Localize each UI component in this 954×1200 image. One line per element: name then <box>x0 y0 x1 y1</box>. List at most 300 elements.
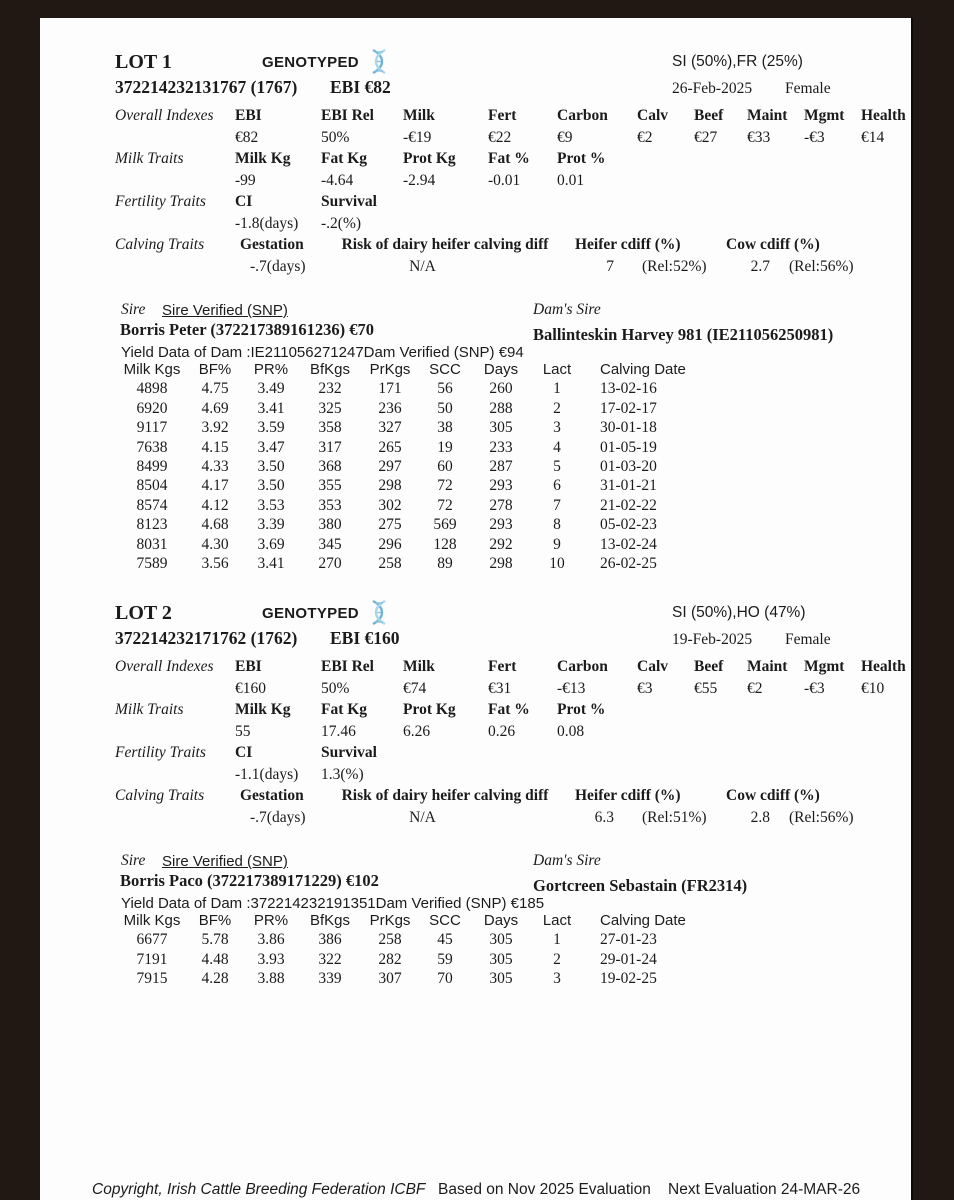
sex-label: Female <box>785 631 831 648</box>
yield-cell: 8123 <box>136 516 168 534</box>
yield-cell: 3 <box>553 970 561 988</box>
milk-header: Fat Kg <box>321 701 368 718</box>
calving-traits-label: Calving Traits <box>115 236 205 253</box>
index-header: Beef <box>694 107 724 124</box>
index-value-row <box>115 678 907 700</box>
yield-cell: 3.41 <box>257 555 285 573</box>
milk-traits-label: Milk Traits <box>115 701 184 718</box>
yield-cell: 30-01-18 <box>600 419 657 437</box>
yield-cell: 293 <box>489 477 513 495</box>
fertility-header: CI <box>235 193 253 210</box>
sire-verified-link: Sire Verified (SNP) <box>162 853 288 870</box>
milk-value: 0.08 <box>557 722 585 740</box>
index-header-row <box>115 656 907 678</box>
index-header: Health <box>861 107 906 124</box>
yield-cell: 05-02-23 <box>600 516 657 534</box>
yield-table <box>116 360 700 573</box>
yield-column-header: SCC <box>429 912 461 929</box>
sex-label: Female <box>785 80 831 97</box>
yield-row <box>116 399 700 418</box>
yield-cell: 45 <box>437 931 453 949</box>
yield-cell: 298 <box>378 477 402 495</box>
fertility-value-row <box>115 764 907 786</box>
yield-cell: 287 <box>489 458 513 476</box>
yield-cell: 6677 <box>136 931 168 949</box>
pedigree-block <box>115 852 911 1182</box>
yield-cell: 3.92 <box>201 419 229 437</box>
index-value: €31 <box>488 679 512 697</box>
yield-cell: 278 <box>489 496 513 514</box>
yield-column-header: Days <box>483 361 519 378</box>
yield-cell: 3.49 <box>257 380 285 398</box>
cow-cdiff-rel: (Rel:56%) <box>789 257 854 275</box>
milk-header: Fat Kg <box>321 150 368 167</box>
index-value-row <box>115 127 907 149</box>
dna-helix-icon <box>369 48 389 75</box>
index-value: 50% <box>321 679 350 697</box>
yield-cell: 7915 <box>136 970 168 988</box>
fertility-value: -.2(%) <box>321 214 362 232</box>
yield-column-header: Lact <box>542 361 572 378</box>
yield-row <box>116 535 700 554</box>
yield-cell: 7589 <box>136 555 168 573</box>
yield-row <box>116 969 700 988</box>
yield-cell: 7191 <box>136 950 168 968</box>
yield-cell: 1 <box>553 380 561 398</box>
yield-cell: 345 <box>318 535 342 553</box>
yield-row <box>116 930 700 949</box>
overall-indexes-label: Overall Indexes <box>115 107 214 124</box>
yield-cell: 4.28 <box>201 970 229 988</box>
yield-cell: 353 <box>318 496 342 514</box>
yield-cell: 288 <box>489 399 513 417</box>
yield-cell: 7638 <box>136 438 168 456</box>
dams-sire-name: Ballinteskin Harvey 981 (IE211056250981) <box>533 325 834 344</box>
yield-cell: 232 <box>318 380 342 398</box>
fertility-header-row <box>115 191 907 213</box>
index-value: -€13 <box>557 679 586 697</box>
index-value: 50% <box>321 128 350 146</box>
milk-value: -4.64 <box>321 171 354 189</box>
cow-cdiff-value: 2.8 <box>750 808 770 826</box>
index-value: €2 <box>747 679 763 697</box>
yield-cell: 171 <box>378 380 402 398</box>
yield-cell: 270 <box>318 555 342 573</box>
yield-row <box>116 379 700 398</box>
yield-row <box>116 950 700 969</box>
milk-value-row <box>115 170 907 192</box>
yield-cell: 4898 <box>136 380 168 398</box>
yield-cell: 3 <box>553 419 561 437</box>
yield-cell: 29-01-24 <box>600 950 657 968</box>
yield-cell: 3.59 <box>257 419 285 437</box>
heifer-cdiff-rel: (Rel:52%) <box>642 257 707 275</box>
yield-cell: 128 <box>433 535 457 553</box>
yield-cell: 4.69 <box>201 399 229 417</box>
calving-value-row <box>115 807 907 829</box>
dams-sire-label: Dam's Sire <box>533 301 601 318</box>
yield-cell: 60 <box>437 458 453 476</box>
index-value: €55 <box>694 679 718 697</box>
breed-percentages: SI (50%),FR (25%) <box>672 53 803 70</box>
yield-row <box>116 496 700 515</box>
index-value: €74 <box>403 679 427 697</box>
yield-cell: 4.17 <box>201 477 229 495</box>
yield-column-header: BfKgs <box>309 361 351 378</box>
heifer-cdiff-value: 6.3 <box>594 808 614 826</box>
yield-cell: 305 <box>489 950 513 968</box>
calving-value-row <box>115 256 907 278</box>
yield-cell: 6 <box>553 477 561 495</box>
calving-traits-label: Calving Traits <box>115 787 205 804</box>
yield-cell: 292 <box>489 535 513 553</box>
yield-cell: 3.39 <box>257 516 285 534</box>
index-header: Fert <box>488 658 517 675</box>
yield-cell: 236 <box>378 399 402 417</box>
yield-cell: 368 <box>318 458 342 476</box>
risk-header: Risk of dairy heifer calving diff <box>341 787 549 804</box>
yield-cell: 59 <box>437 950 453 968</box>
lot-number: LOT 1 <box>115 51 172 73</box>
yield-cell: 4 <box>553 438 561 456</box>
yield-cell: 3.53 <box>257 496 285 514</box>
index-header: Carbon <box>557 107 608 124</box>
yield-cell: 26-02-25 <box>600 555 657 573</box>
date-of-birth: 19-Feb-2025 <box>672 631 753 648</box>
yield-cell: 327 <box>378 419 402 437</box>
sire-verified-link: Sire Verified (SNP) <box>162 302 288 319</box>
yield-cell: 3.69 <box>257 535 285 553</box>
heifer-cdiff-value: 7 <box>606 257 614 275</box>
lot-number: LOT 2 <box>115 602 172 624</box>
calving-header-row <box>115 785 907 807</box>
yield-column-header: PrKgs <box>369 361 411 378</box>
yield-cell: 305 <box>489 419 513 437</box>
yield-cell: 3.50 <box>257 458 285 476</box>
index-header: EBI <box>235 107 262 124</box>
calving-table <box>115 785 907 828</box>
index-header: Calv <box>637 107 668 124</box>
fertility-value-row <box>115 213 907 235</box>
milk-header: Prot % <box>557 150 606 167</box>
gestation-header: Gestation <box>240 787 304 804</box>
yield-cell: 9117 <box>136 419 168 437</box>
yield-cell: 3.41 <box>257 399 285 417</box>
yield-row <box>116 438 700 457</box>
milk-header: Milk Kg <box>235 150 291 167</box>
sire-name: Borris Peter (372217389161236) €70 <box>120 320 375 339</box>
yield-cell: 265 <box>378 438 402 456</box>
yield-cell: 01-03-20 <box>600 458 657 476</box>
yield-row <box>116 554 700 573</box>
yield-cell: 302 <box>378 496 402 514</box>
next-evaluation-text: Next Evaluation 24-MAR-26 <box>668 1181 861 1198</box>
heifer-cdiff-header: Heifer cdiff (%) <box>575 236 681 253</box>
yield-cell: 3.50 <box>257 477 285 495</box>
yield-cell: 19-02-25 <box>600 970 657 988</box>
yield-column-header: Days <box>483 912 519 929</box>
animal-tag: 372214232171762 (1762) <box>115 628 298 648</box>
yield-cell: 4.15 <box>201 438 229 456</box>
cow-cdiff-value: 2.7 <box>750 257 770 275</box>
fertility-value: -1.8(days) <box>235 214 299 232</box>
yield-row <box>116 515 700 534</box>
index-value: -€3 <box>804 679 825 697</box>
yield-cell: 339 <box>318 970 342 988</box>
yield-cell: 380 <box>318 516 342 534</box>
index-value: -€3 <box>804 128 825 146</box>
yield-column-header: Milk Kgs <box>123 912 181 929</box>
yield-column-header: Calving Date <box>600 361 686 378</box>
milk-header: Prot % <box>557 701 606 718</box>
milk-header: Fat % <box>488 701 530 718</box>
milk-header-row <box>115 148 907 170</box>
genotyped-label: GENOTYPED <box>262 54 359 71</box>
fertility-header: Survival <box>321 193 377 210</box>
index-header: Calv <box>637 658 668 675</box>
yield-cell: 1 <box>553 931 561 949</box>
yield-cell: 3.93 <box>257 950 285 968</box>
fertility-header-row <box>115 742 907 764</box>
index-value: €10 <box>861 679 885 697</box>
lot-header <box>115 50 911 76</box>
yield-header-row <box>116 911 700 930</box>
yield-cell: 17-02-17 <box>600 399 657 417</box>
yield-cell: 569 <box>433 516 457 534</box>
milk-value: -2.94 <box>403 171 436 189</box>
yield-column-header: PR% <box>253 912 289 929</box>
gestation-header: Gestation <box>240 236 304 253</box>
yield-cell: 298 <box>489 555 513 573</box>
yield-column-header: BfKgs <box>309 912 351 929</box>
yield-row <box>116 418 700 437</box>
milk-header: Prot Kg <box>403 150 456 167</box>
milk-header: Fat % <box>488 150 530 167</box>
yield-cell: 4.75 <box>201 380 229 398</box>
fertility-value: -1.1(days) <box>235 765 299 783</box>
index-header: Maint <box>747 658 788 675</box>
index-value: €3 <box>637 679 653 697</box>
yield-cell: 21-02-22 <box>600 496 657 514</box>
yield-cell: 258 <box>378 931 402 949</box>
traits-table <box>115 105 907 234</box>
yield-cell: 3.88 <box>257 970 285 988</box>
dna-helix-icon <box>369 599 389 626</box>
pedigree-block <box>115 301 911 631</box>
index-header: Fert <box>488 107 517 124</box>
catalog-page <box>40 18 913 1200</box>
yield-cell: 8031 <box>136 535 168 553</box>
ebi-title: EBI €82 <box>330 77 391 97</box>
yield-column-header: Milk Kgs <box>123 361 181 378</box>
yield-column-header: BF% <box>198 912 232 929</box>
yield-cell: 19 <box>437 438 453 456</box>
yield-cell: 325 <box>318 399 342 417</box>
index-header: EBI <box>235 658 262 675</box>
yield-cell: 8499 <box>136 458 168 476</box>
yield-cell: 305 <box>489 970 513 988</box>
fertility-header: Survival <box>321 744 377 761</box>
evaluation-basis-text: Based on Nov 2025 Evaluation <box>438 1181 651 1198</box>
ebi-title: EBI €160 <box>330 628 400 648</box>
yield-cell: 7 <box>553 496 561 514</box>
yield-header-row <box>116 360 700 379</box>
yield-cell: 5 <box>553 458 561 476</box>
yield-column-header: SCC <box>429 361 461 378</box>
yield-cell: 13-02-16 <box>600 380 657 398</box>
yield-data-title: Yield Data of Dam :372214232191351Dam Verified (SNP) €185 <box>121 895 545 912</box>
yield-cell: 386 <box>318 931 342 949</box>
yield-cell: 3.47 <box>257 438 285 456</box>
lot-subheader <box>115 77 911 103</box>
yield-table <box>116 911 700 989</box>
milk-header: Milk Kg <box>235 701 291 718</box>
index-header: Mgmt <box>804 107 845 124</box>
index-value: €14 <box>861 128 885 146</box>
milk-value: 17.46 <box>321 722 356 740</box>
dams-sire-label: Dam's Sire <box>533 852 601 869</box>
yield-cell: 317 <box>318 438 342 456</box>
yield-cell: 297 <box>378 458 402 476</box>
genotyped-label: GENOTYPED <box>262 605 359 622</box>
yield-cell: 275 <box>378 516 402 534</box>
sire-label: Sire <box>121 852 146 869</box>
milk-traits-label: Milk Traits <box>115 150 184 167</box>
milk-value: 6.26 <box>403 722 431 740</box>
milk-value: 0.26 <box>488 722 516 740</box>
yield-cell: 13-02-24 <box>600 535 657 553</box>
yield-cell: 3.56 <box>201 555 229 573</box>
yield-column-header: Calving Date <box>600 912 686 929</box>
milk-value: -0.01 <box>488 171 521 189</box>
index-header: EBI Rel <box>321 658 374 675</box>
yield-cell: 260 <box>489 380 513 398</box>
yield-cell: 27-01-23 <box>600 931 657 949</box>
cow-cdiff-header: Cow cdiff (%) <box>726 236 820 253</box>
yield-column-header: PrKgs <box>369 912 411 929</box>
index-header: Mgmt <box>804 658 845 675</box>
yield-cell: 258 <box>378 555 402 573</box>
animal-tag: 372214232131767 (1767) <box>115 77 298 97</box>
calving-header-row <box>115 234 907 256</box>
yield-cell: 56 <box>437 380 453 398</box>
risk-value: N/A <box>409 808 436 826</box>
index-value: -€19 <box>403 128 432 146</box>
yield-data-title: Yield Data of Dam :IE211056271247Dam Verified (SNP) €94 <box>121 344 524 361</box>
yield-cell: 70 <box>437 970 453 988</box>
yield-row <box>116 457 700 476</box>
index-value: €33 <box>747 128 771 146</box>
index-value: €27 <box>694 128 718 146</box>
milk-value: -99 <box>235 171 256 189</box>
yield-cell: 3.86 <box>257 931 285 949</box>
yield-cell: 4.48 <box>201 950 229 968</box>
index-header: Beef <box>694 658 724 675</box>
fertility-traits-label: Fertility Traits <box>115 744 206 761</box>
yield-cell: 72 <box>437 477 453 495</box>
yield-row <box>116 476 700 495</box>
milk-header-row <box>115 699 907 721</box>
fertility-value: 1.3(%) <box>321 765 364 783</box>
index-header: Milk <box>403 658 435 675</box>
yield-cell: 4.30 <box>201 535 229 553</box>
index-value: €9 <box>557 128 573 146</box>
lot-header <box>115 601 911 627</box>
milk-value: 0.01 <box>557 171 585 189</box>
gestation-value: -.7(days) <box>250 808 306 826</box>
yield-cell: 293 <box>489 516 513 534</box>
fertility-header: CI <box>235 744 253 761</box>
yield-cell: 296 <box>378 535 402 553</box>
date-of-birth: 26-Feb-2025 <box>672 80 753 97</box>
yield-cell: 322 <box>318 950 342 968</box>
yield-cell: 72 <box>437 496 453 514</box>
index-value: €82 <box>235 128 259 146</box>
yield-cell: 4.12 <box>201 496 229 514</box>
lot-subheader <box>115 628 911 654</box>
fertility-traits-label: Fertility Traits <box>115 193 206 210</box>
yield-cell: 305 <box>489 931 513 949</box>
yield-cell: 10 <box>549 555 565 573</box>
yield-cell: 355 <box>318 477 342 495</box>
yield-cell: 9 <box>553 535 561 553</box>
heifer-cdiff-header: Heifer cdiff (%) <box>575 787 681 804</box>
milk-value-row <box>115 721 907 743</box>
index-value: €160 <box>235 679 266 697</box>
milk-value: 55 <box>235 722 251 740</box>
sire-name: Borris Paco (372217389171229) €102 <box>120 871 379 890</box>
yield-cell: 01-05-19 <box>600 438 657 456</box>
yield-cell: 8 <box>553 516 561 534</box>
index-value: €22 <box>488 128 512 146</box>
index-header: Maint <box>747 107 788 124</box>
index-header: Health <box>861 658 906 675</box>
heifer-cdiff-rel: (Rel:51%) <box>642 808 707 826</box>
index-header: Carbon <box>557 658 608 675</box>
yield-cell: 89 <box>437 555 453 573</box>
yield-cell: 4.33 <box>201 458 229 476</box>
yield-cell: 5.78 <box>201 931 229 949</box>
yield-cell: 31-01-21 <box>600 477 657 495</box>
copyright-text: Copyright, Irish Cattle Breeding Federation ICBF <box>92 1181 426 1198</box>
breed-percentages: SI (50%),HO (47%) <box>672 604 806 621</box>
index-header: Milk <box>403 107 435 124</box>
cow-cdiff-header: Cow cdiff (%) <box>726 787 820 804</box>
yield-cell: 2 <box>553 399 561 417</box>
calving-table <box>115 234 907 277</box>
index-header-row <box>115 105 907 127</box>
yield-cell: 6920 <box>136 399 168 417</box>
yield-cell: 282 <box>378 950 402 968</box>
overall-indexes-label: Overall Indexes <box>115 658 214 675</box>
risk-value: N/A <box>409 257 436 275</box>
risk-header: Risk of dairy heifer calving diff <box>341 236 549 253</box>
dams-sire-name: Gortcreen Sebastain (FR2314) <box>533 876 748 895</box>
index-value: €2 <box>637 128 653 146</box>
yield-cell: 358 <box>318 419 342 437</box>
yield-cell: 2 <box>553 950 561 968</box>
cow-cdiff-rel: (Rel:56%) <box>789 808 854 826</box>
yield-cell: 233 <box>489 438 513 456</box>
yield-column-header: PR% <box>253 361 289 378</box>
traits-table <box>115 656 907 785</box>
index-header: EBI Rel <box>321 107 374 124</box>
yield-cell: 38 <box>437 419 453 437</box>
yield-cell: 8504 <box>136 477 168 495</box>
milk-header: Prot Kg <box>403 701 456 718</box>
page-footer <box>40 1180 911 1200</box>
yield-cell: 307 <box>378 970 402 988</box>
